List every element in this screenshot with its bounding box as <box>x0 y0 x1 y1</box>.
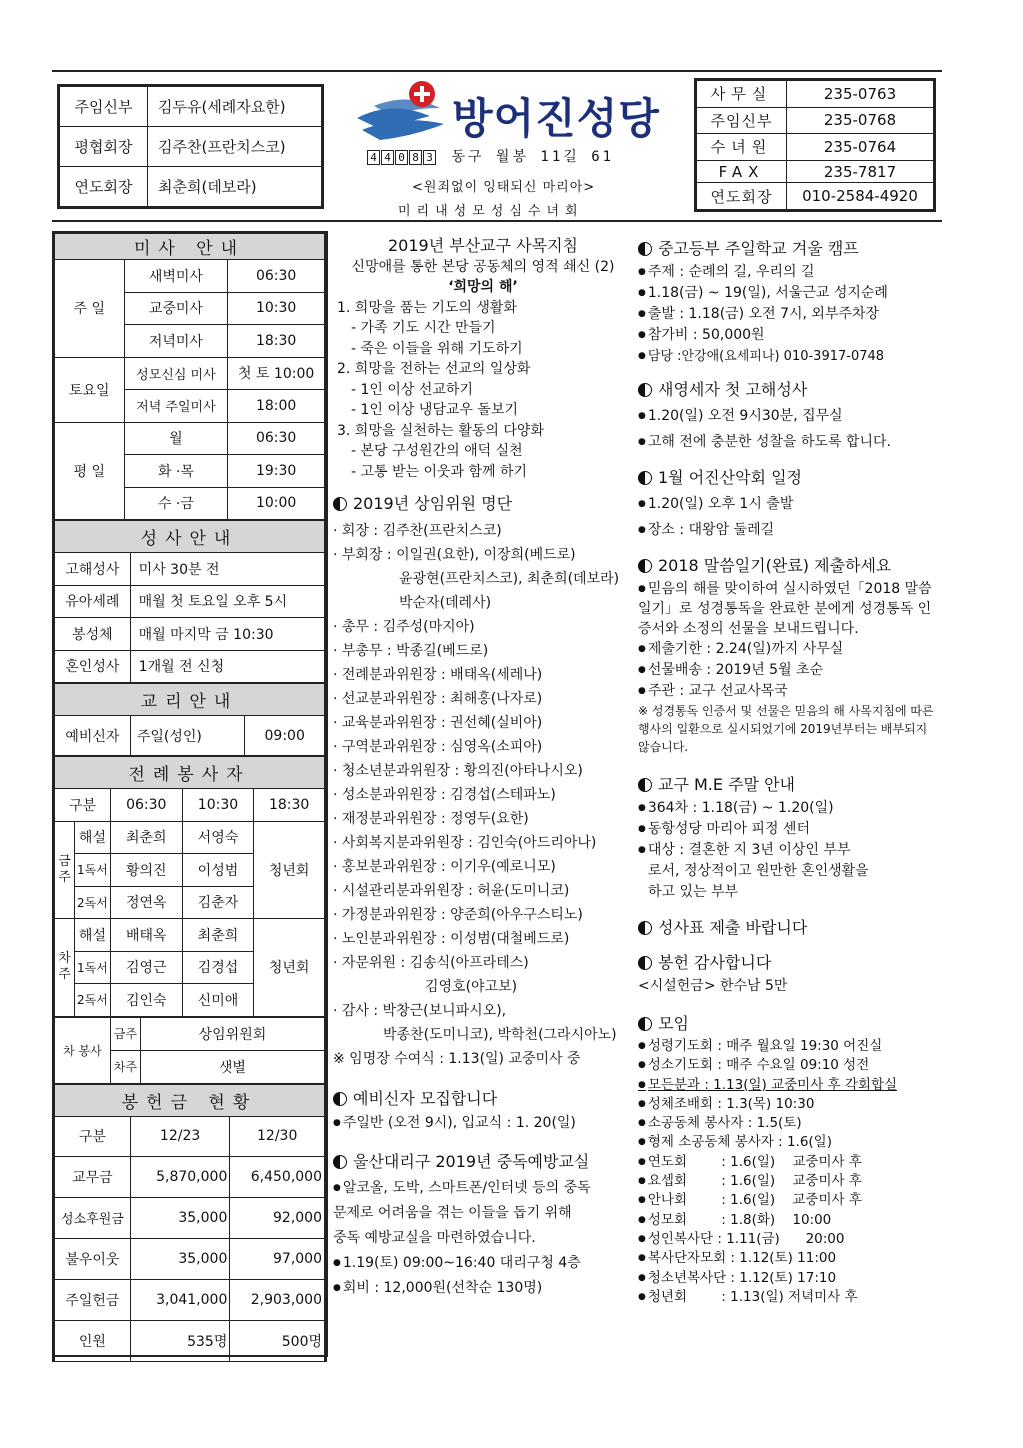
officer-line: · 전례분과위원장 : 배태옥(세레나) <box>333 666 543 683</box>
officer-line: · 시설관리분과위원장 : 허윤(도미니코) <box>333 882 570 899</box>
confession-heading-text: 새영세자 첫 고해성사 <box>658 380 808 399</box>
half-circle-icon <box>638 242 652 256</box>
officer-line: ※ 임명장 수여식 : 1.13(일) 교중미사 중 <box>333 1050 581 1067</box>
word-diary-line: ● 주관 : 교구 선교사목국 <box>638 681 936 702</box>
catechumen-info: ● 주일반 (오전 9시), 입교식 : 1. 20(일) <box>333 1113 633 1134</box>
contact-phone: 235-0764 <box>787 134 934 161</box>
servers-col: 10:30 <box>182 789 254 822</box>
sacrament-heading: 성사안내 <box>55 521 325 553</box>
header-rule <box>52 220 942 222</box>
word-diary-line: ● 제출기한 : 2.24(일)까지 사무실 <box>638 639 936 660</box>
mass-time: 18:30 <box>228 325 325 358</box>
officer-line: · 가정분과위원장 : 양준희(아우구스티노) <box>333 906 583 923</box>
mass-heading: 미사 안내 <box>55 234 325 260</box>
meeting-line: ● 성인복사단 : 1.11(금) 20:00 <box>638 1230 936 1249</box>
officer-line: 박종찬(도미니코), 박학천(그라시아노) <box>383 1026 617 1043</box>
mass-time: 06:30 <box>228 422 325 455</box>
half-circle-icon <box>638 383 652 397</box>
server-name: 서영숙 <box>182 821 254 854</box>
contact-label: FAX <box>697 160 787 183</box>
offering-col: 12/23 <box>130 1116 230 1156</box>
sacrament-info: 매월 마지막 금 10:30 <box>130 618 324 651</box>
me-line: 하고 있는 부부 <box>648 884 739 900</box>
next-week-label: 차주 <box>55 919 75 1017</box>
server-role: 1독서 <box>74 951 110 984</box>
offering-item: 성소후원금 <box>55 1197 131 1238</box>
contact-label: 사무실 <box>697 81 787 108</box>
mass-name: 월 <box>124 422 228 455</box>
zip-digit: 0 <box>395 150 408 165</box>
offering-amount: 5,870,000 <box>130 1156 230 1197</box>
contact-phone: 010-2584-4920 <box>787 183 934 210</box>
offering-item: 불우이웃 <box>55 1238 131 1279</box>
sacrament-info: 매월 첫 토요일 오후 5시 <box>130 585 324 618</box>
mass-time: 첫 토 10:00 <box>228 357 325 390</box>
server-role: 해설 <box>74 821 110 854</box>
offering-heading: 봉헌금 현황 <box>55 1084 325 1116</box>
officer-line: 박순자(데레사) <box>399 594 492 611</box>
meeting-line: ● 청소년복사단 : 1.12(토) 17:10 <box>638 1269 936 1288</box>
word-diary-line: ● 선물배송 : 2019년 5월 초순 <box>638 660 936 681</box>
half-circle-icon <box>638 921 652 935</box>
pastoral-title: 2019년 부산교구 사목지침 <box>388 236 578 255</box>
addiction-heading-text: 울산대리구 2019년 중독예방교실 <box>353 1151 590 1171</box>
contact-phone: 235-7817 <box>787 160 934 183</box>
officer-line: · 구역분과위원장 : 심영옥(소피아) <box>333 738 543 755</box>
server-name: 최춘희 <box>182 919 254 952</box>
servers-col: 구분 <box>55 789 111 822</box>
pastoral-item: - 죽은 이들을 위해 기도하기 <box>351 340 523 357</box>
camp-heading-text: 중고등부 주일학교 겨울 캠프 <box>658 239 859 258</box>
half-circle-icon <box>638 956 652 970</box>
top-rule <box>52 70 942 72</box>
meeting-line: ● 성체조배회 : 1.3(목) 10:30 <box>638 1095 936 1114</box>
camp-line: ● 출발 : 1.18(금) 오전 7시, 외부주차장 <box>638 304 936 325</box>
officers-heading <box>333 494 633 515</box>
sacrament-info: 미사 30분 전 <box>130 553 324 586</box>
half-circle-icon <box>333 1155 347 1169</box>
address: 동구 월봉 11길 61 <box>451 149 615 165</box>
servers-col: 06:30 <box>110 789 182 822</box>
catechumen-heading-text: 예비신자 모집합니다 <box>353 1088 498 1108</box>
meeting-line: ● 연도회 : 1.6(일) 교중미사 후 <box>638 1153 936 1172</box>
staff-value: 김두유(세례자요한) <box>148 87 322 127</box>
offering-amount: 3,041,000 <box>130 1279 230 1320</box>
officer-line: · 노인분과위원장 : 이성범(대철베드로) <box>333 930 570 947</box>
pastoral-item: 3. 희망을 실천하는 활동의 다양화 <box>337 422 544 439</box>
word-diary-note: ※ 성경통독 인증서 및 선물은 믿음의 해 사목지침에 따른 행사의 일환으로 실시되었기에 2019년부터는 배부되지 않습니다. <box>638 704 934 754</box>
word-diary-heading <box>638 555 936 576</box>
column-divider <box>326 231 328 1356</box>
me-line: ● 대상 : 결혼한 지 3년 이상인 부부 <box>638 840 936 861</box>
mass-name: 수 ·금 <box>124 487 228 520</box>
officer-line: · 부회장 : 이일권(요한), 이장희(베드로) <box>333 546 576 563</box>
offering-item: 인원 <box>55 1320 131 1361</box>
offering-item: 교무금 <box>55 1156 131 1197</box>
server-name: 이성범 <box>182 854 254 887</box>
officer-line: · 부총무 : 박종길(베드로) <box>333 642 489 659</box>
mass-form-heading-text: 성사표 제출 바랍니다 <box>658 918 808 937</box>
confession-line: ● 고해 전에 충분한 성찰을 하도록 합니다. <box>638 429 936 455</box>
zip-digit: 4 <box>367 150 380 165</box>
mass-time: 10:30 <box>228 292 325 325</box>
addiction-line: ● 알코올, 도박, 스마트폰/인터넷 등의 중독 <box>333 1176 633 1201</box>
server-name: 황의진 <box>110 854 182 887</box>
offering-amount: 35,000 <box>130 1238 230 1279</box>
right-column <box>638 238 936 1307</box>
camp-heading <box>638 238 936 259</box>
pastoral-item: - 1인 이상 선교하기 <box>351 381 473 398</box>
officer-line: · 교육분과위원장 : 권선혜(실비아) <box>333 714 543 731</box>
pastoral-item: - 고통 받는 이웃과 함께 하기 <box>351 463 528 480</box>
server-name: 최춘희 <box>110 821 182 854</box>
officer-line: · 사회복지분과위원장 : 김인숙(아드리아나) <box>333 834 597 851</box>
pastoral-item: - 1인 이상 냉담교우 돌보기 <box>351 402 518 418</box>
half-circle-icon <box>333 497 347 511</box>
youth-label: 청년회 <box>254 821 325 919</box>
meeting-line: ● 요셉회 : 1.6(일) 교중미사 후 <box>638 1172 936 1191</box>
mass-name: 새벽미사 <box>124 260 228 293</box>
address-line <box>367 146 614 166</box>
meeting-line: ● 성모회 : 1.8(화) 10:00 <box>638 1211 936 1230</box>
half-circle-icon <box>333 1092 347 1106</box>
zip-digit: 8 <box>409 150 422 165</box>
word-diary-heading-text: 2018 말씀일기(완료) 제출하세요 <box>658 556 892 575</box>
catechism-name: 예비신자 <box>55 716 131 756</box>
sacrament-name: 고해성사 <box>55 553 131 586</box>
me-line: 로서, 정상적이고 원만한 혼인생활을 <box>648 863 869 879</box>
vehicle-week: 차주 <box>110 1050 140 1083</box>
meeting-heading-text: 모임 <box>658 1014 689 1033</box>
server-role: 2독서 <box>74 886 110 919</box>
mass-name: 저녁미사 <box>124 325 228 358</box>
staff-value: 최춘희(데보라) <box>148 167 322 207</box>
me-line: ● 364차 : 1.18(금) ~ 1.20(일) <box>638 798 936 819</box>
staff-label: 연도회장 <box>60 167 148 207</box>
mass-name: 성모신심 미사 <box>124 357 228 390</box>
pastoral-item: - 본당 구성원간의 애덕 실천 <box>351 443 523 459</box>
offering-col: 구분 <box>55 1116 131 1156</box>
officer-line: · 감사 : 박창근(보니파시오), <box>333 1002 507 1019</box>
mass-name: 교중미사 <box>124 292 228 325</box>
camp-line: ● 1.18(금) ~ 19(일), 서울근교 성지순례 <box>638 283 936 304</box>
meeting-line: ● 소공동체 봉사자 : 1.5(토) <box>638 1114 936 1133</box>
mass-form-heading <box>638 917 936 938</box>
officer-line: · 선교분과위원장 : 최해홍(나자로) <box>333 690 543 707</box>
weekday-label: 평 일 <box>55 422 125 520</box>
hiking-heading <box>638 467 936 488</box>
mass-name: 화 ·목 <box>124 455 228 488</box>
officer-line: · 총무 : 김주성(마지아) <box>333 618 475 635</box>
schedule-column <box>52 231 327 1362</box>
officer-line: · 성소분과위원장 : 김경섭(스테파노) <box>333 786 556 803</box>
server-name: 김춘자 <box>182 886 254 919</box>
sacrament-name: 유아세례 <box>55 585 131 618</box>
thanks-heading-text: 봉헌 감사합니다 <box>658 953 772 972</box>
half-circle-icon <box>638 471 652 485</box>
offering-amount: 92,000 <box>230 1197 325 1238</box>
mass-time: 18:00 <box>228 390 325 423</box>
offering-amount: 500명 <box>230 1320 325 1361</box>
catechism-time: 09:00 <box>245 716 325 756</box>
me-line: ● 동항성당 마리아 피정 센터 <box>638 819 936 840</box>
offering-col: 12/30 <box>230 1116 325 1156</box>
pastoral-item: - 가족 기도 시간 만들기 <box>351 320 496 336</box>
addiction-line: 중독 예방교실을 마련하였습니다. <box>333 1230 536 1246</box>
sacrament-info: 1개월 전 신청 <box>130 650 324 683</box>
offering-amount: 2,903,000 <box>230 1279 325 1320</box>
server-role: 2독서 <box>74 984 110 1017</box>
zip-digit: 3 <box>423 150 436 165</box>
staff-label: 주임신부 <box>60 87 148 127</box>
camp-line: ● 담당 :안강애(요세피나) 010-3917-0748 <box>638 346 936 367</box>
staff-label: 평협회장 <box>60 127 148 167</box>
addiction-line: 문제로 어려움을 겪는 이들을 돕기 위해 <box>333 1205 572 1221</box>
contact-phone: 235-0763 <box>787 81 934 108</box>
contact-label: 연도회장 <box>697 183 787 210</box>
officer-line: · 재정분과위원장 : 정영두(요한) <box>333 810 529 827</box>
server-role: 해설 <box>74 919 110 952</box>
vehicle-week: 금주 <box>110 1017 140 1050</box>
offering-item: 주일헌금 <box>55 1279 131 1320</box>
meeting-line: ● 청년회 : 1.13(일) 저녁미사 후 <box>638 1288 936 1307</box>
officer-line: 윤광현(프란치스코), 최춘희(데보라) <box>399 570 620 587</box>
pastoral-item: 1. 희망을 품는 기도의 생활화 <box>337 299 517 316</box>
meeting-line: ● 안나회 : 1.6(일) 교중미사 후 <box>638 1191 936 1210</box>
meeting-line: ● 모든분과 : 1.13(일) 교중미사 후 각회합실 <box>638 1076 936 1095</box>
half-circle-icon <box>638 559 652 573</box>
meeting-line: ● 성령기도회 : 매주 월요일 19:30 어진실 <box>638 1037 936 1056</box>
motto: <원죄없이 잉태되신 마리아> <box>412 180 596 195</box>
thanks-line: <시설헌금> 한수남 5만 <box>638 978 788 994</box>
vehicle-label: 차 봉사 <box>55 1017 111 1083</box>
addiction-line: ● 1.19(토) 09:00~16:40 대리구청 4층 <box>333 1251 633 1276</box>
server-name: 김인숙 <box>110 984 182 1017</box>
server-name: 정연옥 <box>110 886 182 919</box>
pastoral-subtitle: 신망애를 통한 본당 공동체의 영적 쇄신 (2) <box>351 258 615 275</box>
officer-line: · 청소년분과위원장 : 황의진(아타나시오) <box>333 762 583 779</box>
bottom-rule <box>52 1355 328 1357</box>
word-diary-intro: ● 믿음의 해를 맞이하여 실시하였던「2018 말씀일기」로 성경통독을 완료한 분에게 성경통독 인증서와 소정의 선물을 보내드립니다. <box>638 579 936 639</box>
mass-time: 19:30 <box>228 455 325 488</box>
officer-line: 김영호(야고보) <box>425 978 518 995</box>
contact-phone: 235-0768 <box>787 107 934 134</box>
staff-box <box>57 84 324 209</box>
officers-list <box>333 519 633 1071</box>
offering-amount: 97,000 <box>230 1238 325 1279</box>
contact-box <box>694 78 936 212</box>
staff-value: 김주찬(프란치스코) <box>148 127 322 167</box>
offering-amount: 535명 <box>130 1320 230 1361</box>
server-name: 신미애 <box>182 984 254 1017</box>
server-role: 1독서 <box>74 854 110 887</box>
parish-title: 방어진성당 <box>452 94 660 143</box>
confession-line: ● 1.20(일) 오전 9시30분, 집무실 <box>638 403 936 429</box>
mass-name: 저녁 주일미사 <box>124 390 228 423</box>
thanks-heading <box>638 952 936 973</box>
sunday-label: 주 일 <box>55 260 125 358</box>
me-heading-text: 교구 M.E 주말 안내 <box>658 775 795 794</box>
camp-line: ● 주제 : 순례의 길, 우리의 길 <box>638 262 936 283</box>
officer-line: · 자문위원 : 김송식(아프라테스) <box>333 954 529 971</box>
meeting-line: ● 성소기도회 : 매주 수요일 09:10 성전 <box>638 1056 936 1075</box>
sacrament-name: 봉성체 <box>55 618 131 651</box>
mass-time: 10:00 <box>228 487 325 520</box>
addiction-heading <box>333 1152 633 1173</box>
sacrament-name: 혼인성사 <box>55 650 131 683</box>
meeting-line: ● 복사단자모회 : 1.12(토) 11:00 <box>638 1249 936 1268</box>
hiking-line: ● 1.20(일) 오후 1시 출발 <box>638 491 936 517</box>
hiking-line: ● 장소 : 대왕암 둘레길 <box>638 517 936 543</box>
catechism-heading: 교리안내 <box>55 684 325 716</box>
servers-col: 18:30 <box>254 789 325 822</box>
catechism-class: 주일(성인) <box>130 716 245 756</box>
pastoral-theme: ‘희망의 해’ <box>448 279 518 295</box>
camp-line: ● 참가비 : 50,000원 <box>638 325 936 346</box>
convent: 미리내성모성심수녀회 <box>398 204 584 219</box>
catechumen-heading <box>333 1089 633 1110</box>
zip-digit: 4 <box>381 150 394 165</box>
addiction-line: ● 회비 : 12,000원(선착순 130명) <box>333 1276 633 1301</box>
half-circle-icon <box>638 778 652 792</box>
officer-line: · 홍보분과위원장 : 이기우(예로니모) <box>333 858 556 875</box>
me-heading <box>638 774 936 795</box>
offering-amount: 35,000 <box>130 1197 230 1238</box>
vehicle-team: 샛별 <box>140 1050 324 1083</box>
servers-heading: 전례봉사자 <box>55 757 325 789</box>
contact-label: 주임신부 <box>697 107 787 134</box>
hiking-heading-text: 1월 어진산악회 일정 <box>658 468 802 487</box>
meeting-heading <box>638 1013 936 1034</box>
contact-label: 수녀원 <box>697 134 787 161</box>
confession-heading <box>638 379 936 400</box>
meeting-line: ● 형제 소공동체 봉사자 : 1.6(일) <box>638 1133 936 1152</box>
this-week-label: 금주 <box>55 821 75 919</box>
youth-label: 청년회 <box>254 919 325 1017</box>
offering-amount: 6,450,000 <box>230 1156 325 1197</box>
pastoral-item: 2. 희망을 전하는 선교의 일상화 <box>337 361 531 377</box>
middle-column <box>333 236 633 1301</box>
vehicle-team: 상임위원회 <box>140 1017 324 1050</box>
officer-line: · 회장 : 김주찬(프란치스코) <box>333 522 502 539</box>
officers-heading-text: 2019년 상임위원 명단 <box>353 494 513 513</box>
half-circle-icon <box>638 1017 652 1031</box>
server-name: 배태옥 <box>110 919 182 952</box>
server-name: 김영근 <box>110 951 182 984</box>
mass-time: 06:30 <box>228 260 325 293</box>
saturday-label: 토요일 <box>55 357 125 422</box>
server-name: 김경섭 <box>182 951 254 984</box>
